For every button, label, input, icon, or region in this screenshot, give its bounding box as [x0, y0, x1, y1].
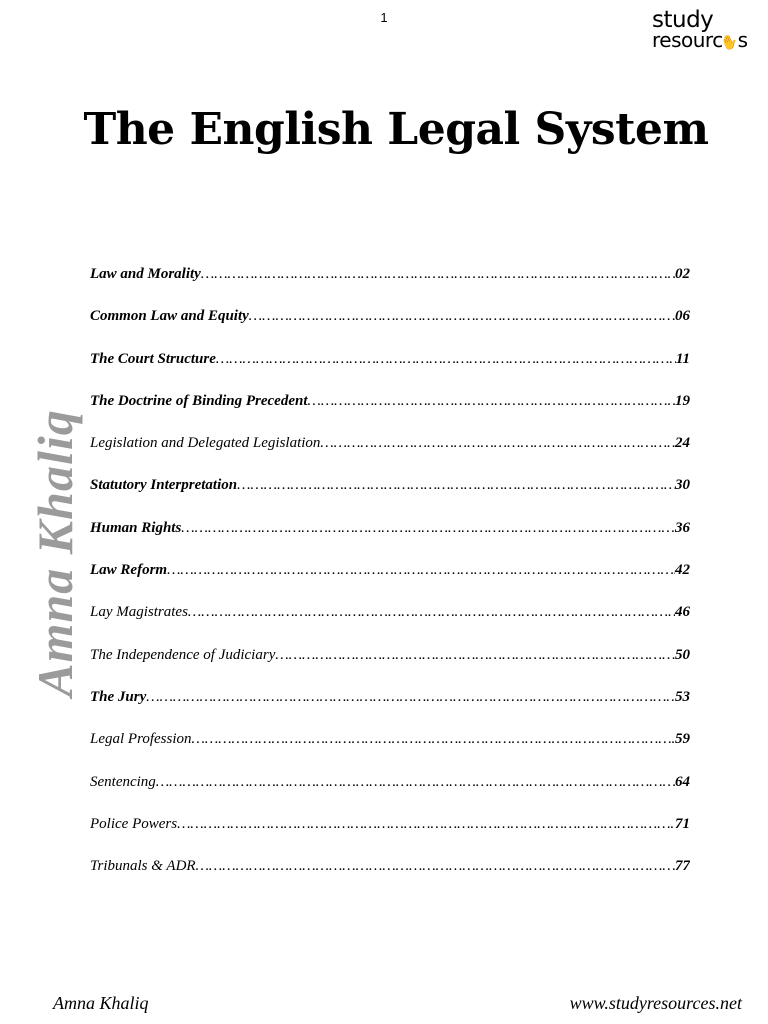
toc-entry-page: 36 [675, 519, 690, 536]
toc-dot-leader [146, 689, 675, 706]
toc-entry[interactable] [90, 520, 690, 562]
logo-text-s: s [737, 28, 748, 53]
toc-dot-leader [237, 477, 675, 494]
table-of-contents [90, 266, 690, 900]
side-author-watermark: Amna Khaliq [27, 409, 83, 697]
toc-dot-leader [216, 351, 676, 368]
toc-dot-leader [196, 858, 675, 875]
toc-entry[interactable] [90, 774, 690, 816]
page-number: 1 [380, 10, 388, 25]
toc-entry-title: Legislation and Delegated Legislation [90, 435, 321, 452]
toc-entry[interactable] [90, 266, 690, 308]
logo-text-resources [652, 28, 762, 54]
toc-entry-title: The Court Structure [90, 350, 216, 367]
toc-entry-page: 30 [675, 477, 690, 494]
hand-icon: ✋ [718, 32, 740, 54]
document-title: The English Legal System [83, 104, 709, 155]
toc-entry-title: The Jury [90, 688, 147, 705]
toc-entry[interactable] [90, 351, 690, 393]
toc-entry-page: 24 [675, 435, 690, 452]
footer-website: www.studyresources.net [569, 993, 742, 1013]
toc-entry-title: Legal Profession [90, 731, 192, 748]
toc-entry[interactable] [90, 858, 690, 900]
toc-dot-leader [156, 774, 675, 791]
toc-entry-page: 19 [675, 392, 690, 409]
toc-dot-leader [320, 435, 675, 452]
toc-entry[interactable] [90, 393, 690, 435]
toc-entry-title: Human Rights [90, 519, 182, 536]
toc-entry-title: Law and Morality [90, 266, 201, 282]
toc-entry[interactable] [90, 435, 690, 477]
toc-entry-page: 77 [675, 858, 690, 875]
toc-entry-title: Lay Magistrates [90, 604, 188, 621]
toc-entry-title: Statutory Interpretation [90, 477, 238, 494]
toc-entry-page: 71 [675, 815, 690, 832]
toc-entry-title: The Independence of Judiciary [90, 646, 276, 663]
toc-entry-page: 02 [675, 266, 690, 282]
toc-dot-leader [188, 604, 675, 621]
toc-entry-title: Common Law and Equity [90, 308, 249, 325]
logo-text-study: study [652, 7, 714, 33]
toc-entry[interactable] [90, 308, 690, 350]
toc-entry-title: Sentencing [90, 773, 156, 790]
toc-dot-leader [249, 308, 675, 325]
toc-dot-leader [181, 520, 675, 537]
toc-entry[interactable] [90, 477, 690, 519]
toc-dot-leader [275, 647, 675, 664]
study-resources-logo [652, 7, 762, 58]
toc-entry-page: 53 [675, 688, 690, 705]
toc-entry-title: Law Reform [90, 562, 168, 579]
toc-entry[interactable] [90, 647, 690, 689]
toc-entry[interactable] [90, 731, 690, 773]
toc-entry-title: The Doctrine of Binding Precedent [90, 392, 308, 409]
toc-entry[interactable] [90, 604, 690, 646]
toc-dot-leader [201, 266, 675, 283]
toc-entry-page: 64 [675, 773, 690, 790]
toc-entry-page: 11 [675, 350, 690, 367]
toc-dot-leader [177, 816, 675, 833]
toc-entry-page: 42 [675, 562, 690, 579]
toc-dot-leader [308, 393, 676, 410]
toc-entry-page: 59 [675, 731, 690, 748]
toc-entry-page: 46 [675, 604, 690, 621]
toc-entry-page: 06 [675, 308, 690, 325]
toc-entry-title: Police Powers [90, 815, 178, 832]
logo-text-resourc: resourc [652, 28, 723, 53]
toc-dot-leader [167, 562, 675, 579]
toc-entry-page: 50 [675, 646, 690, 663]
footer-author: Amna Khaliq [53, 993, 149, 1013]
toc-entry[interactable] [90, 689, 690, 731]
toc-entry[interactable] [90, 816, 690, 858]
toc-entry-title: Tribunals & ADR [90, 858, 196, 875]
toc-dot-leader [192, 731, 675, 748]
toc-entry[interactable] [90, 562, 690, 604]
